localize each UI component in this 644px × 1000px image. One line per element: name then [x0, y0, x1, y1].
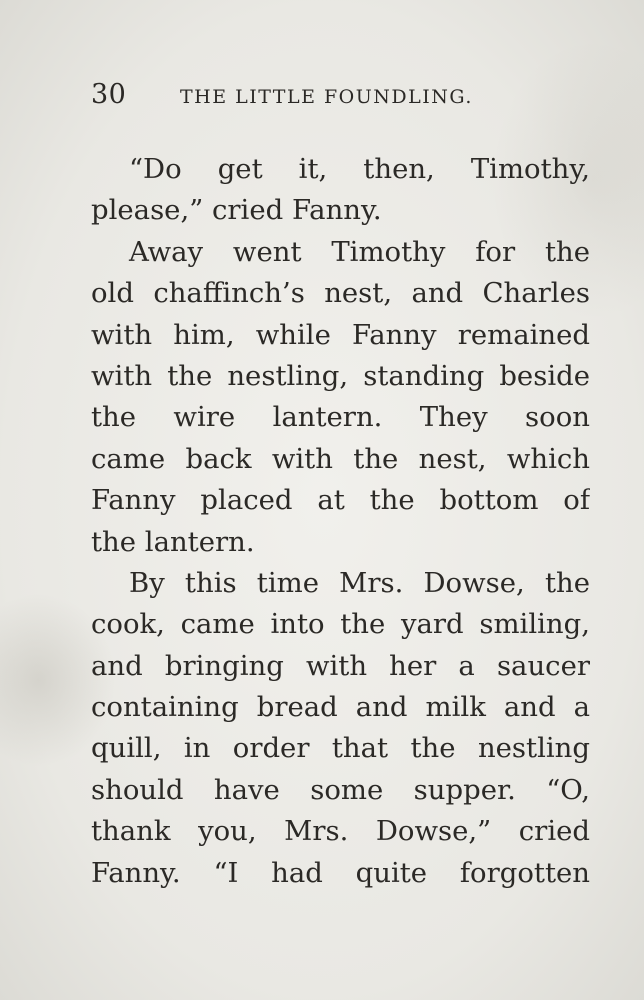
text-line: cook, came into the yard smiling, [91, 608, 590, 641]
text-line: By this time Mrs. Dowse, the [129, 566, 590, 599]
text-line: with the nestling, standing beside [91, 359, 590, 392]
page-header [91, 78, 591, 112]
text-line: and bringing with her a saucer [91, 649, 590, 682]
text-line: Fanny. “I had quite forgotten [91, 856, 590, 889]
text-line: the lantern. [91, 525, 255, 558]
running-title: THE LITTLE FOUNDLING. [180, 86, 473, 108]
text-line: old chaffinch’s nest, and Charles [91, 277, 590, 310]
text-line: Fanny placed at the bottom of [91, 484, 590, 517]
text-line: with him, while Fanny remained [91, 318, 590, 351]
text-line: Away went Timothy for the [129, 235, 590, 268]
text-line: containing bread and milk and a [91, 691, 590, 724]
page-number: 30 [91, 79, 127, 110]
text-line: the wire lantern. They soon [91, 401, 590, 434]
text-line: quill, in order that the nestling [91, 732, 590, 765]
text-line: should have some supper. “O, [91, 773, 590, 806]
text-line: came back with the nest, which [91, 442, 590, 475]
text-line: “Do get it, then, Timothy, [129, 153, 590, 185]
body-text [91, 149, 590, 894]
text-line: thank you, Mrs. Dowse,” cried [91, 815, 590, 848]
text-line: please,” cried Fanny. [91, 194, 382, 227]
